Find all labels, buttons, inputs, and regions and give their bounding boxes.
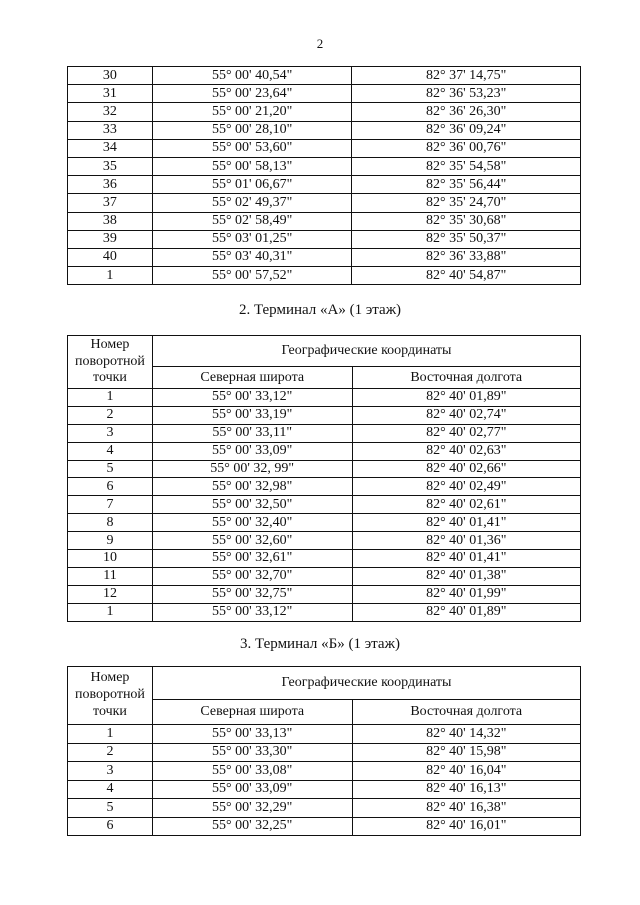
- point-number-cell: 2: [68, 743, 153, 762]
- east-longitude-cell: 82° 40' 01,89": [352, 603, 581, 621]
- east-longitude-cell: 82° 37' 14,75": [352, 67, 581, 85]
- section-2-title: 2. Терминал «А» (1 этаж): [238, 302, 402, 318]
- north-latitude-cell: 55° 00' 33,08": [152, 762, 352, 781]
- east-longitude-cell: 82° 40' 14,32": [352, 725, 581, 744]
- table-row: [68, 267, 581, 285]
- north-latitude-cell: 55° 00' 33,30": [152, 743, 352, 762]
- point-number-cell: 9: [68, 532, 153, 550]
- table-row: [68, 603, 581, 621]
- east-longitude-cell: 82° 36' 09,24": [352, 121, 581, 139]
- east-longitude-cell: 82° 40' 01,89": [352, 389, 581, 407]
- point-number-cell: 7: [68, 496, 153, 514]
- point-number-cell: 1: [68, 725, 153, 744]
- east-longitude-cell: 82° 40' 16,38": [352, 799, 581, 818]
- point-number-cell: 1: [68, 389, 153, 407]
- table-row: [68, 389, 581, 407]
- north-latitude-cell: 55° 00' 21,20": [152, 103, 352, 121]
- point-number-cell: 4: [68, 780, 153, 799]
- north-latitude-cell: 55° 00' 32,75": [152, 585, 352, 603]
- east-longitude-cell: 82° 40' 16,13": [352, 780, 581, 799]
- east-longitude-cell: 82° 40' 15,98": [352, 743, 581, 762]
- east-longitude-cell: 82° 36' 33,88": [352, 248, 581, 266]
- point-number-cell: 6: [68, 478, 153, 496]
- terminal-a-coordinates-table: [67, 335, 581, 622]
- header-geo-coordinates: Географические координаты: [152, 336, 580, 367]
- east-longitude-cell: 82° 35' 24,70": [352, 194, 581, 212]
- table-row: [68, 725, 581, 744]
- north-latitude-cell: 55° 00' 32,29": [152, 799, 352, 818]
- north-latitude-cell: 55° 00' 33,13": [152, 725, 352, 744]
- table-row: [68, 194, 581, 212]
- east-longitude-cell: 82° 36' 26,30": [352, 103, 581, 121]
- east-longitude-cell: 82° 40' 02,66": [352, 460, 581, 478]
- point-number-cell: 34: [68, 139, 153, 157]
- table-row: [68, 817, 581, 836]
- north-latitude-cell: 55° 00' 32,70": [152, 567, 352, 585]
- table-row: [68, 478, 581, 496]
- north-latitude-cell: 55° 03' 40,31": [152, 248, 352, 266]
- point-number-cell: 39: [68, 230, 153, 248]
- table-row: [68, 780, 581, 799]
- header-east-longitude: Восточная долгота: [352, 700, 581, 725]
- north-latitude-cell: 55° 03' 01,25": [152, 230, 352, 248]
- north-latitude-cell: 55° 02' 49,37": [152, 194, 352, 212]
- point-number-cell: 5: [68, 799, 153, 818]
- north-latitude-cell: 55° 00' 32,61": [152, 550, 352, 568]
- north-latitude-cell: 55° 00' 58,13": [152, 157, 352, 175]
- table-row: [68, 248, 581, 266]
- north-latitude-cell: 55° 01' 06,67": [152, 176, 352, 194]
- north-latitude-cell: 55° 00' 33,11": [152, 424, 352, 442]
- east-longitude-cell: 82° 35' 30,68": [352, 212, 581, 230]
- point-number-cell: 40: [68, 248, 153, 266]
- table-row: [68, 585, 581, 603]
- point-number-cell: 3: [68, 762, 153, 781]
- north-latitude-cell: 55° 00' 33,12": [152, 603, 352, 621]
- header-point-number: Номер поворотной точки: [68, 667, 153, 725]
- section-3-title: 3. Терминал «Б» (1 этаж): [240, 636, 400, 652]
- header-north-latitude: Северная широта: [152, 367, 352, 389]
- east-longitude-cell: 82° 35' 50,37": [352, 230, 581, 248]
- table-row: [68, 532, 581, 550]
- table-row: [68, 67, 581, 85]
- north-latitude-cell: 55° 00' 33,19": [152, 406, 352, 424]
- point-number-cell: 37: [68, 194, 153, 212]
- point-number-cell: 32: [68, 103, 153, 121]
- point-number-cell: 31: [68, 85, 153, 103]
- east-longitude-cell: 82° 40' 02,74": [352, 406, 581, 424]
- point-number-cell: 8: [68, 514, 153, 532]
- point-number-cell: 10: [68, 550, 153, 568]
- header-east-longitude: Восточная долгота: [352, 367, 581, 389]
- point-number-cell: 6: [68, 817, 153, 836]
- east-longitude-cell: 82° 40' 01,38": [352, 567, 581, 585]
- east-longitude-cell: 82° 40' 02,77": [352, 424, 581, 442]
- point-number-cell: 36: [68, 176, 153, 194]
- east-longitude-cell: 82° 40' 01,36": [352, 532, 581, 550]
- north-latitude-cell: 55° 00' 23,64": [152, 85, 352, 103]
- table-row: [68, 460, 581, 478]
- table-row: [68, 85, 581, 103]
- table-row: [68, 550, 581, 568]
- north-latitude-cell: 55° 00' 33,09": [152, 442, 352, 460]
- north-latitude-cell: 55° 00' 32,50": [152, 496, 352, 514]
- north-latitude-cell: 55° 00' 33,12": [152, 389, 352, 407]
- east-longitude-cell: 82° 36' 00,76": [352, 139, 581, 157]
- point-number-cell: 12: [68, 585, 153, 603]
- table-row: [68, 406, 581, 424]
- coordinates-table-continued: [67, 66, 581, 285]
- north-latitude-cell: 55° 00' 33,09": [152, 780, 352, 799]
- east-longitude-cell: 82° 36' 53,23": [352, 85, 581, 103]
- table-row: [68, 762, 581, 781]
- table-row: [68, 230, 581, 248]
- point-number-cell: 33: [68, 121, 153, 139]
- table-row: [68, 121, 581, 139]
- point-number-cell: 2: [68, 406, 153, 424]
- north-latitude-cell: 55° 00' 28,10": [152, 121, 352, 139]
- east-longitude-cell: 82° 40' 02,63": [352, 442, 581, 460]
- header-point-number: Номер поворотной точки: [68, 336, 153, 389]
- north-latitude-cell: 55° 00' 40,54": [152, 67, 352, 85]
- east-longitude-cell: 82° 40' 54,87": [352, 267, 581, 285]
- table-row: [68, 212, 581, 230]
- north-latitude-cell: 55° 00' 32,25": [152, 817, 352, 836]
- point-number-cell: 35: [68, 157, 153, 175]
- point-number-cell: 30: [68, 67, 153, 85]
- east-longitude-cell: 82° 40' 02,61": [352, 496, 581, 514]
- east-longitude-cell: 82° 40' 01,41": [352, 550, 581, 568]
- table-row: [68, 442, 581, 460]
- terminal-b-coordinates-table: [67, 666, 581, 836]
- table-row: [68, 176, 581, 194]
- point-number-cell: 11: [68, 567, 153, 585]
- point-number-cell: 1: [68, 603, 153, 621]
- table-row: [68, 514, 581, 532]
- east-longitude-cell: 82° 40' 16,01": [352, 817, 581, 836]
- north-latitude-cell: 55° 00' 32,98": [152, 478, 352, 496]
- table-row: [68, 424, 581, 442]
- table-row: [68, 567, 581, 585]
- page-number: 2: [316, 36, 324, 51]
- point-number-cell: 4: [68, 442, 153, 460]
- north-latitude-cell: 55° 00' 53,60": [152, 139, 352, 157]
- point-number-cell: 1: [68, 267, 153, 285]
- table-row: [68, 139, 581, 157]
- north-latitude-cell: 55° 00' 32,60": [152, 532, 352, 550]
- point-number-cell: 3: [68, 424, 153, 442]
- table-row: [68, 743, 581, 762]
- east-longitude-cell: 82° 40' 16,04": [352, 762, 581, 781]
- point-number-cell: 5: [68, 460, 153, 478]
- north-latitude-cell: 55° 00' 32, 99": [152, 460, 352, 478]
- east-longitude-cell: 82° 40' 02,49": [352, 478, 581, 496]
- east-longitude-cell: 82° 35' 54,58": [352, 157, 581, 175]
- north-latitude-cell: 55° 02' 58,49": [152, 212, 352, 230]
- north-latitude-cell: 55° 00' 32,40": [152, 514, 352, 532]
- north-latitude-cell: 55° 00' 57,52": [152, 267, 352, 285]
- east-longitude-cell: 82° 40' 01,41": [352, 514, 581, 532]
- header-north-latitude: Северная широта: [152, 700, 352, 725]
- point-number-cell: 38: [68, 212, 153, 230]
- table-row: [68, 496, 581, 514]
- east-longitude-cell: 82° 35' 56,44": [352, 176, 581, 194]
- table-row: [68, 157, 581, 175]
- header-geo-coordinates: Географические координаты: [152, 667, 580, 700]
- table-row: [68, 103, 581, 121]
- east-longitude-cell: 82° 40' 01,99": [352, 585, 581, 603]
- table-row: [68, 799, 581, 818]
